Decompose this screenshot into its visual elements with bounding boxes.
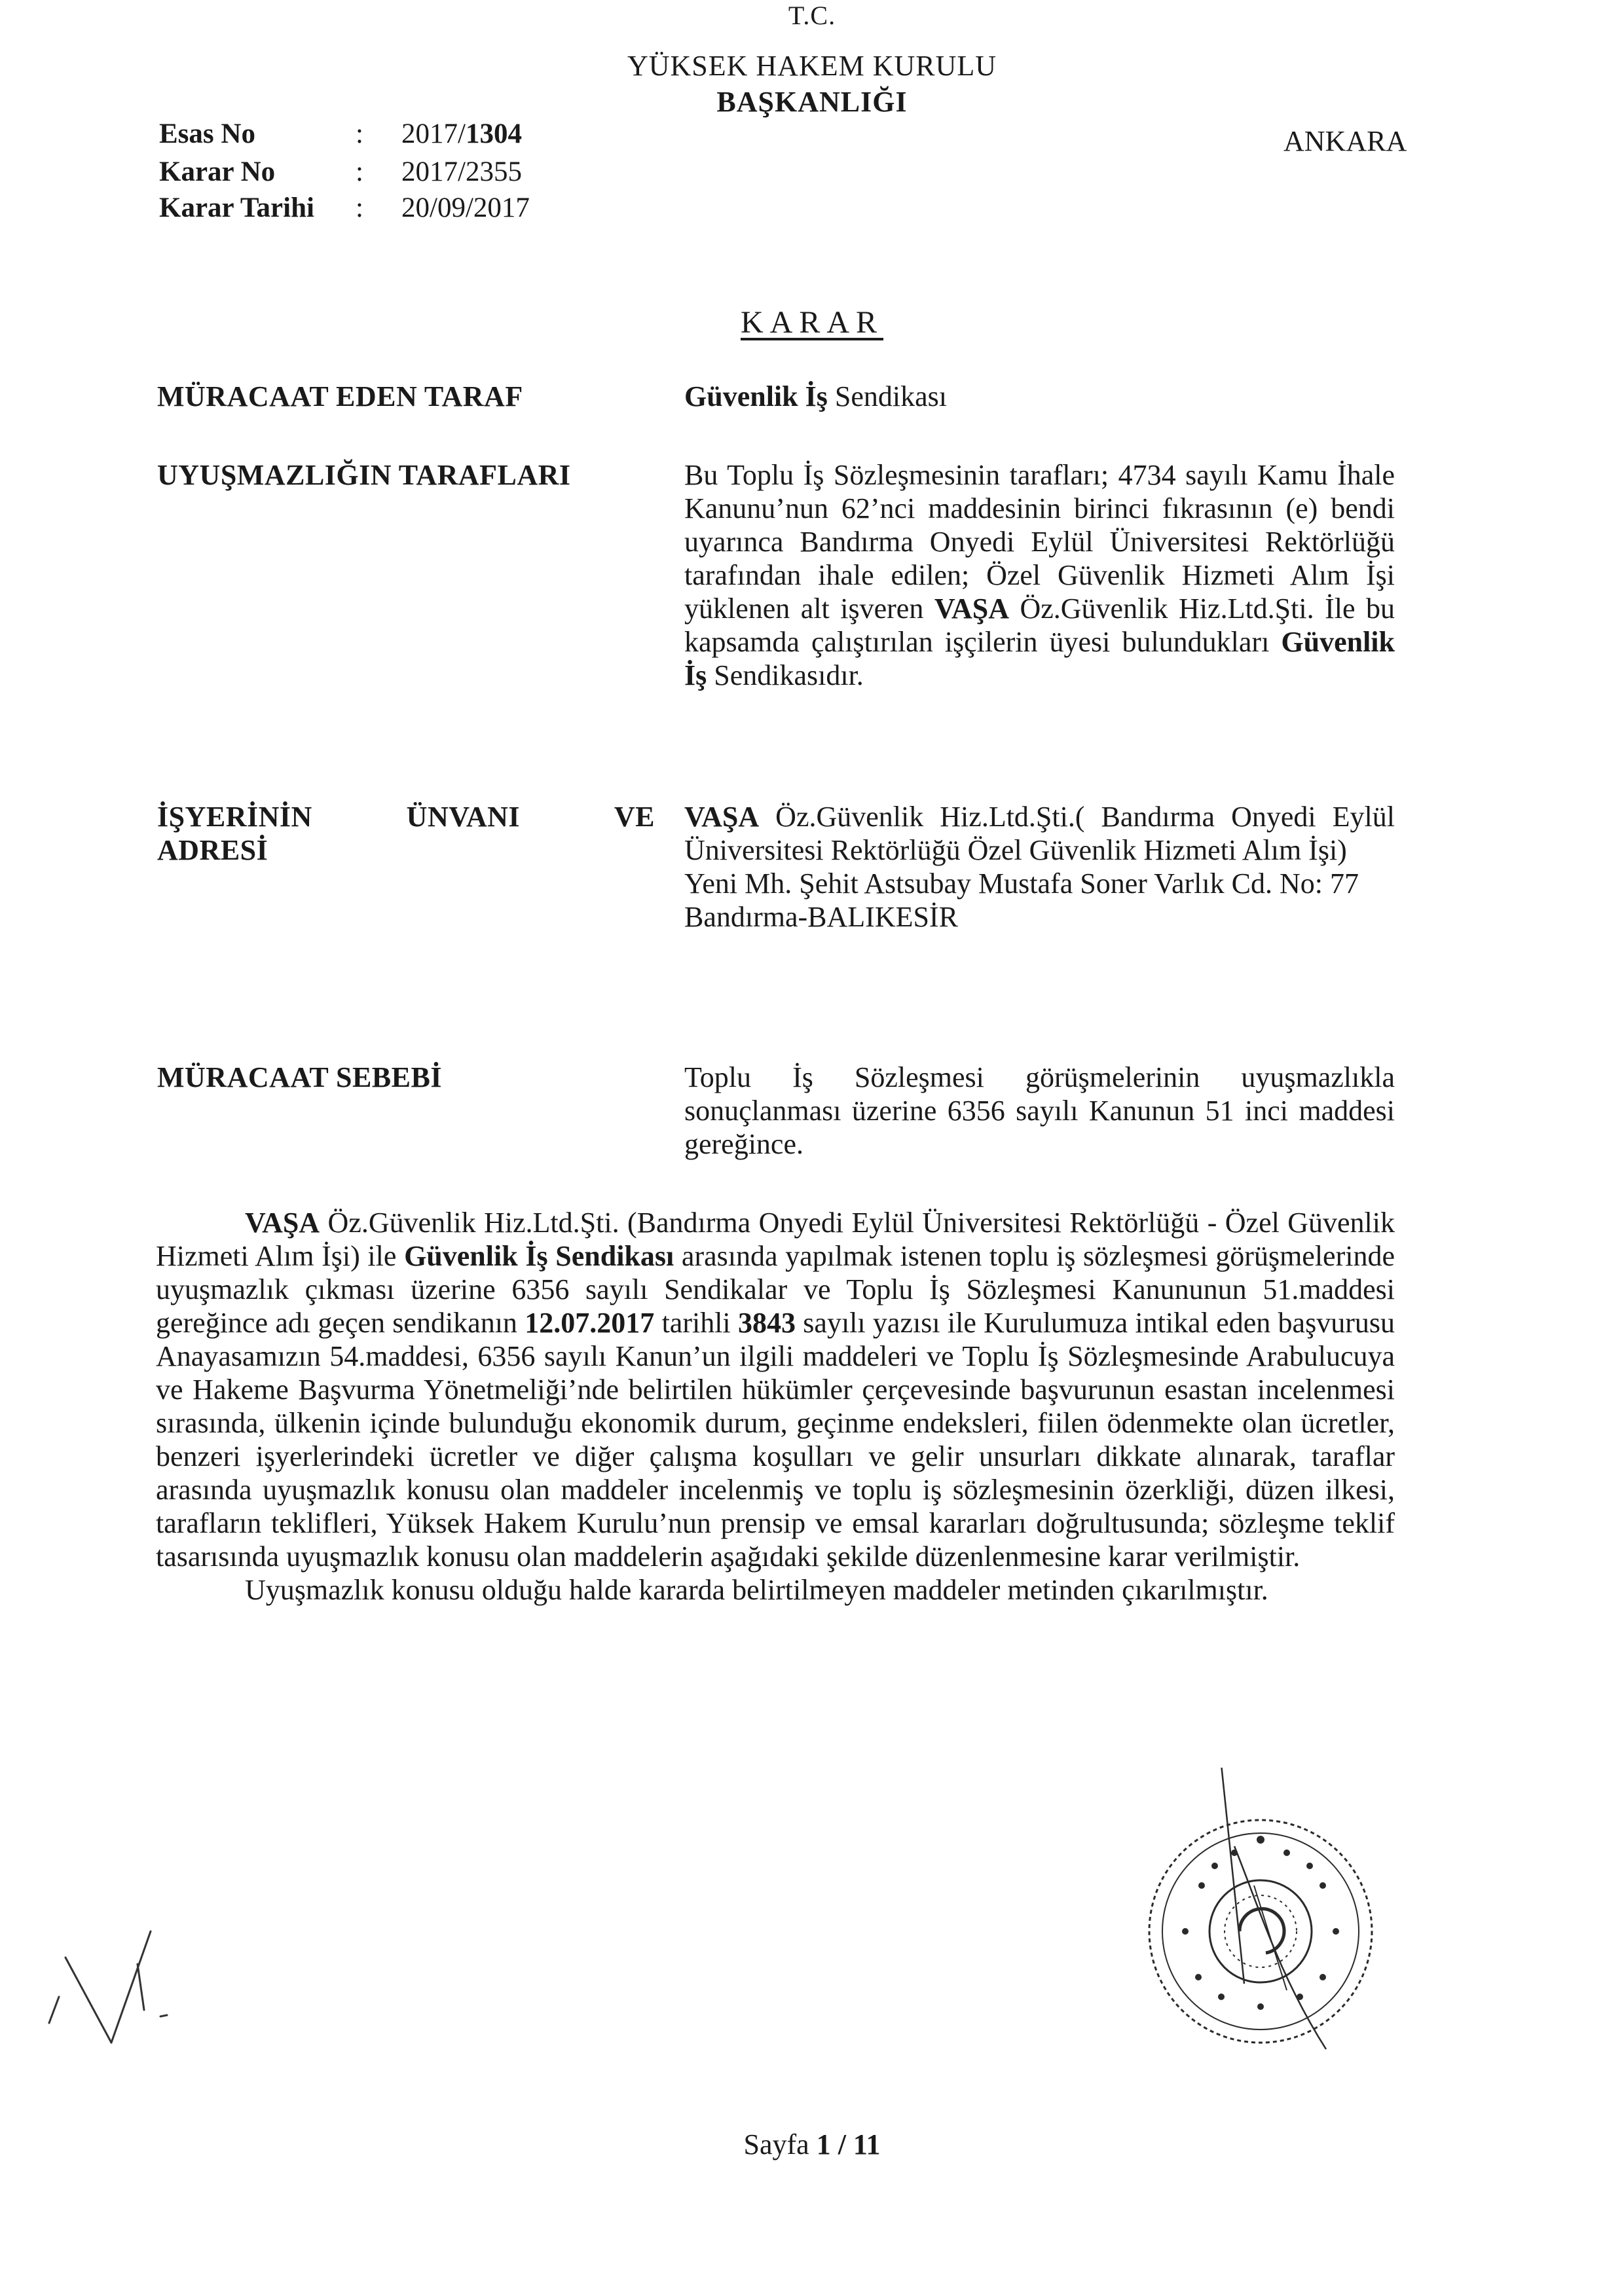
isyeri-address-1: Yeni Mh. Şehit Astsubay Mustafa Soner Varlık Cd. No: 77 [684, 867, 1359, 900]
p1-bold-2: Güvenlik İş Sendikası [404, 1240, 674, 1272]
document-title: KARAR [740, 305, 884, 340]
header-org-line1: YÜKSEK HAKEM KURULU [627, 50, 997, 82]
p1-text-2: arasında yapılmak istenen toplu iş sözleşmesi görüşmelerinde uyuşmazlık çıkması üzerine 6356 sayılı Sendikalar ve Toplu İş Sözleşmesi Kanununun 51.maddesi gereğince adı geçen sendikanın [156, 1240, 1395, 1339]
isyeri-name [684, 800, 1395, 867]
karar-no-value: 2017/2355 [401, 156, 522, 187]
page-footer [0, 2128, 1624, 2161]
muracaat-sebebi-label: MÜRACAAT SEBEBİ [157, 1061, 442, 1093]
isyeri-label-4: ADRESİ [157, 834, 268, 866]
isyeri-text: Öz.Güvenlik Hiz.Ltd.Şti.( Bandırma Onyedi Eylül Üniversitesi Rektörlüğü Özel Güvenlik Hizmeti Alım İşi) [684, 801, 1395, 866]
page-number: 1 / 11 [816, 2128, 881, 2160]
p1-text-3: tarihli [654, 1307, 738, 1339]
isyeri-value [684, 800, 1395, 934]
taraflar-bold-1: VAŞA [934, 592, 1009, 625]
taraflar-text-3: Sendikasıdır. [707, 659, 864, 691]
header-org-line2: BAŞKANLIĞI [716, 86, 908, 118]
esas-no-row [159, 118, 522, 150]
muracaat-eden-taraf-label: MÜRACAAT EDEN TARAF [157, 380, 523, 412]
taraflar-text-2: Öz.Güvenlik Hiz.Ltd.Şti. İle bu kapsamda çalıştırılan işçilerin üyesi bulundukları [684, 592, 1395, 658]
taraflar-text-1: Bu Toplu İş Sözleşmesinin tarafları; 4734 sayılı Kamu İhale Kanunu’nun 62’nci maddesinin birinci fıkrasının (e) bendi uyarınca Bandırma Onyedi Eylül Üniversitesi Rektörlüğü tarafından ihale edilen; Özel Güvenlik Hizmeti Alım İşi yüklenen alt işveren [684, 459, 1395, 625]
esas-no-label: Esas No [159, 118, 255, 149]
p1-bold-1: VAŞA [245, 1207, 320, 1239]
handwritten-initials [39, 1918, 183, 2049]
p1-text-1: Öz.Güvenlik Hiz.Ltd.Şti. (Bandırma Onyedi Eylül Üniversitesi Rektörlüğü - Özel Güvenlik Hizmeti Alım İşi) ile [156, 1207, 1395, 1272]
karar-no-colon: : [356, 156, 363, 187]
isyeri-label-2: ÜNVANI [406, 801, 520, 833]
muracaat-eden-taraf-value [684, 380, 1395, 413]
muracaat-sebebi-value: Toplu İş Sözleşmesi görüşmelerinin uyuşmazlıkla sonuçlanması üzerine 6356 sayılı Kanunun 51 inci maddesi gereğince. [684, 1061, 1395, 1160]
isyeri-label [157, 800, 655, 867]
p1-bold-4: 3843 [737, 1307, 796, 1339]
karar-tarihi-value: 20/09/2017 [401, 192, 530, 223]
decision-body [156, 1206, 1395, 1607]
esas-no-value-prefix: 2017/ [401, 118, 466, 149]
karar-no-row [159, 156, 522, 188]
uyusmazligin-taraflari-label: UYUŞMAZLIĞIN TARAFLARI [157, 459, 571, 491]
header-city: ANKARA [1283, 125, 1407, 157]
uyusmazligin-taraflari-value [684, 458, 1395, 692]
isyeri-label-3: VE [614, 801, 655, 833]
karar-tarihi-colon: : [356, 192, 363, 223]
esas-no-colon: : [356, 118, 363, 149]
page-prefix: Sayfa [743, 2128, 817, 2160]
muracaat-bold: Güvenlik İş [684, 380, 828, 412]
decision-paragraph-2: Uyuşmazlık konusu olduğu halde kararda belirtilmeyen maddeler metinden çıkarılmıştır. [245, 1574, 1268, 1606]
taraflar-bold-2: Güvenlik İş [684, 626, 1395, 691]
isyeri-bold: VAŞA [684, 801, 760, 833]
muracaat-rest: Sendikası [827, 380, 947, 412]
p1-bold-3: 12.07.2017 [525, 1307, 655, 1339]
karar-tarihi-row [159, 192, 530, 224]
decision-paragraph-1 [156, 1206, 1395, 1573]
esas-no-value-bold: 1304 [465, 118, 522, 149]
p1-text-4: sayılı yazısı ile Kurulumuza intikal eden başvurusu Anayasamızın 54.maddesi, 6356 sayılı Kanun’un ilgili maddeleri ve Toplu İş Sözleşmesinde Arabulucuya ve Hakeme Başvurma Yönetmeliği’nde belirtilen hükümler çerçevesinde başvurunun esastan incelenmesi sırasında, ülkenin içinde bulunduğu ekonomik durum, geçinme endeksleri, fiilen ödenmekte olan ücretler, benzeri işyerlerindeki ücretler ve diğer çalışma koşulları ve gelir unsurları dikkate alınarak, taraflar arasında uyuşmazlık konusu olan maddeler incelenmiş ve toplu iş sözleşmesinin özerkliği, düzen ilkesi, tarafların teklifleri, Yüksek Hakem Kurulu’nun prensip ve emsal kararları doğrultusunda; sözleşme teklif tasarısında uyuşmazlık konusu olan maddelerin aşağıdaki şekilde düzenlenmesine karar verilmiştir. [156, 1307, 1395, 1573]
isyeri-address-2: Bandırma-BALIKESİR [684, 901, 958, 933]
karar-tarihi-label: Karar Tarihi [159, 192, 314, 223]
karar-no-label: Karar No [159, 156, 276, 187]
official-seal [1130, 1768, 1392, 2056]
header-tc: T.C. [788, 1, 836, 30]
isyeri-label-1: İŞYERİNİN [157, 801, 312, 833]
